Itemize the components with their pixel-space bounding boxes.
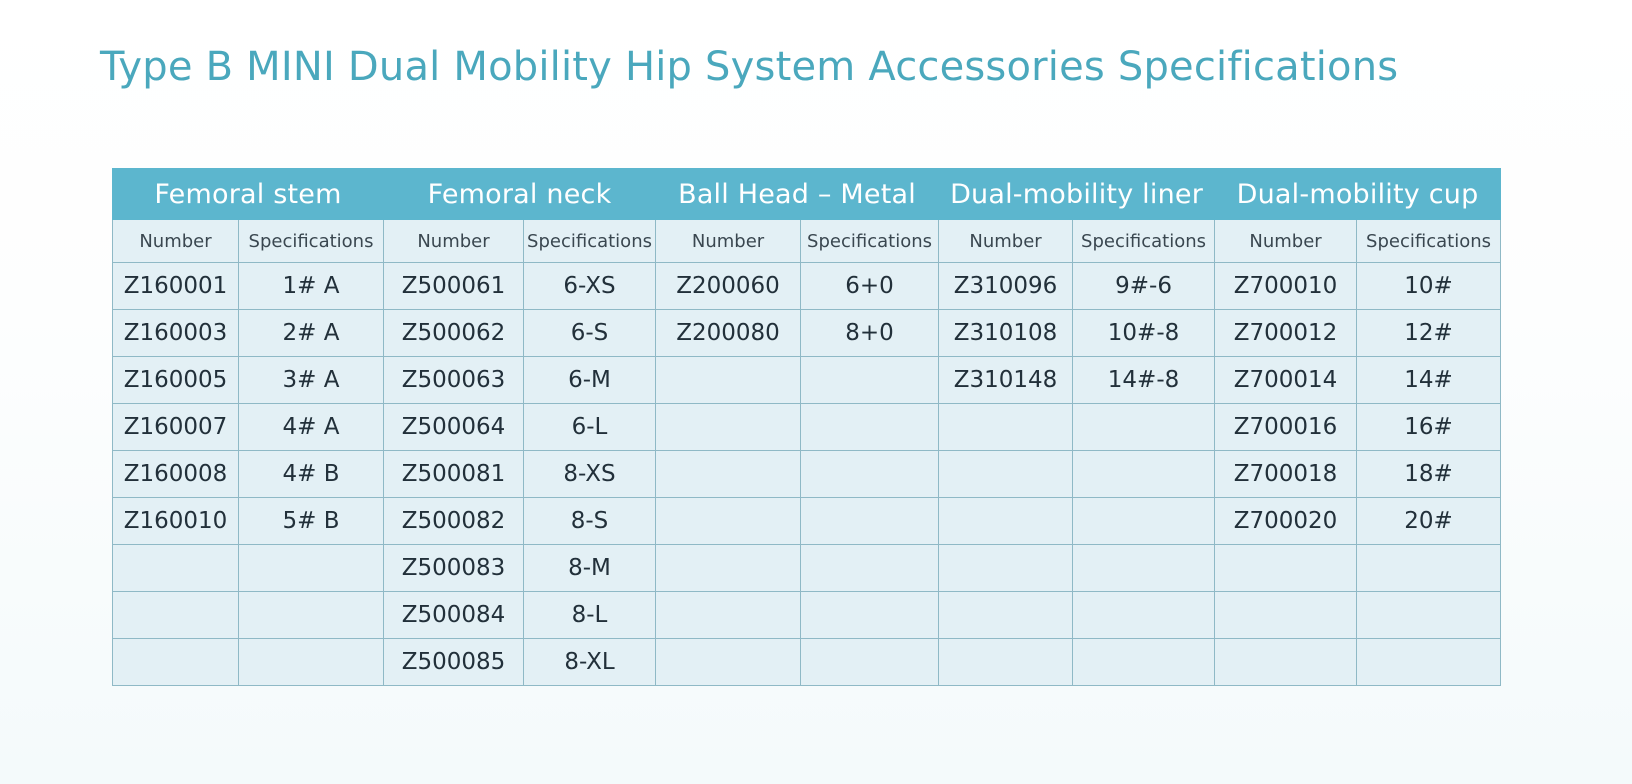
cell: Z700010 (1215, 263, 1357, 310)
cell: Z500081 (384, 451, 524, 498)
cell: Z200060 (656, 263, 801, 310)
cell (801, 498, 939, 545)
cell: 4# A (239, 404, 384, 451)
table-row (113, 545, 1501, 592)
cell: 16# (1357, 404, 1501, 451)
cell: 14# (1357, 357, 1501, 404)
cell: 3# A (239, 357, 384, 404)
cell (801, 451, 939, 498)
cell: 8-L (524, 592, 656, 639)
cell: 8+0 (801, 310, 939, 357)
cell: 20# (1357, 498, 1501, 545)
sub-header-cup-specifications: Specifications (1357, 220, 1501, 263)
cell (239, 545, 384, 592)
accent-strip (0, 0, 6, 784)
cell: Z310148 (939, 357, 1073, 404)
cell (656, 404, 801, 451)
cell (1215, 639, 1357, 686)
group-header-ball-head-metal: Ball Head – Metal (656, 169, 939, 220)
sub-header-neck-number: Number (384, 220, 524, 263)
table-row (113, 263, 1501, 310)
table-body (113, 263, 1501, 686)
sub-header-neck-specifications: Specifications (524, 220, 656, 263)
specifications-table-container (112, 168, 1490, 686)
cell (801, 545, 939, 592)
cell: Z160001 (113, 263, 239, 310)
specifications-table (112, 168, 1501, 686)
cell: 18# (1357, 451, 1501, 498)
cell: Z500085 (384, 639, 524, 686)
group-header-femoral-neck: Femoral neck (384, 169, 656, 220)
table-row (113, 451, 1501, 498)
cell: Z500062 (384, 310, 524, 357)
cell: 6-L (524, 404, 656, 451)
cell: 8-XL (524, 639, 656, 686)
cell (801, 404, 939, 451)
cell (113, 545, 239, 592)
cell (113, 592, 239, 639)
cell (939, 404, 1073, 451)
cell (1215, 545, 1357, 592)
cell: Z160008 (113, 451, 239, 498)
cell: 2# A (239, 310, 384, 357)
group-header-dual-mobility-liner: Dual-mobility liner (939, 169, 1215, 220)
cell: 9#-6 (1073, 263, 1215, 310)
cell (1357, 639, 1501, 686)
cell: Z700012 (1215, 310, 1357, 357)
cell: Z500061 (384, 263, 524, 310)
sub-header-stem-number: Number (113, 220, 239, 263)
sub-header-stem-specifications: Specifications (239, 220, 384, 263)
page-title: Type B MINI Dual Mobility Hip System Accessories Specifications (100, 44, 1399, 90)
cell: Z200080 (656, 310, 801, 357)
cell: 6-M (524, 357, 656, 404)
table-row (113, 639, 1501, 686)
cell: 1# A (239, 263, 384, 310)
cell (239, 592, 384, 639)
cell: Z700016 (1215, 404, 1357, 451)
cell: Z160005 (113, 357, 239, 404)
cell (939, 498, 1073, 545)
sub-header-ballhead-number: Number (656, 220, 801, 263)
cell: 10# (1357, 263, 1501, 310)
cell: 8-M (524, 545, 656, 592)
cell (1073, 451, 1215, 498)
cell: Z160003 (113, 310, 239, 357)
cell: Z500063 (384, 357, 524, 404)
group-header-femoral-stem: Femoral stem (113, 169, 384, 220)
cell: 14#-8 (1073, 357, 1215, 404)
cell: 6+0 (801, 263, 939, 310)
table-row (113, 357, 1501, 404)
cell: Z700020 (1215, 498, 1357, 545)
group-header-dual-mobility-cup: Dual-mobility cup (1215, 169, 1501, 220)
sub-header-ballhead-specifications: Specifications (801, 220, 939, 263)
cell: Z500064 (384, 404, 524, 451)
table-row (113, 404, 1501, 451)
cell (801, 357, 939, 404)
cell (1073, 592, 1215, 639)
table-row (113, 592, 1501, 639)
cell (1357, 545, 1501, 592)
cell: Z310096 (939, 263, 1073, 310)
cell (1357, 592, 1501, 639)
cell (656, 498, 801, 545)
cell: Z500083 (384, 545, 524, 592)
cell: Z700018 (1215, 451, 1357, 498)
cell (1073, 545, 1215, 592)
cell (801, 639, 939, 686)
cell: Z160007 (113, 404, 239, 451)
cell (801, 592, 939, 639)
cell: 4# B (239, 451, 384, 498)
table-group-header-row (113, 169, 1501, 220)
cell (113, 639, 239, 686)
cell: Z700014 (1215, 357, 1357, 404)
cell: 10#-8 (1073, 310, 1215, 357)
cell: 8-S (524, 498, 656, 545)
cell (239, 639, 384, 686)
cell: Z500082 (384, 498, 524, 545)
cell: 6-XS (524, 263, 656, 310)
table-row (113, 498, 1501, 545)
cell: 6-S (524, 310, 656, 357)
cell (939, 639, 1073, 686)
cell (656, 639, 801, 686)
cell: 12# (1357, 310, 1501, 357)
cell (1215, 592, 1357, 639)
cell (939, 545, 1073, 592)
table-row (113, 310, 1501, 357)
cell: Z500084 (384, 592, 524, 639)
sub-header-liner-specifications: Specifications (1073, 220, 1215, 263)
sub-header-cup-number: Number (1215, 220, 1357, 263)
table-sub-header-row (113, 220, 1501, 263)
cell: 8-XS (524, 451, 656, 498)
cell (1073, 639, 1215, 686)
cell (939, 592, 1073, 639)
cell (656, 357, 801, 404)
cell (656, 592, 801, 639)
sub-header-liner-number: Number (939, 220, 1073, 263)
cell: 5# B (239, 498, 384, 545)
cell (656, 545, 801, 592)
cell (1073, 498, 1215, 545)
cell (939, 451, 1073, 498)
cell (1073, 404, 1215, 451)
cell: Z310108 (939, 310, 1073, 357)
cell (656, 451, 801, 498)
cell: Z160010 (113, 498, 239, 545)
